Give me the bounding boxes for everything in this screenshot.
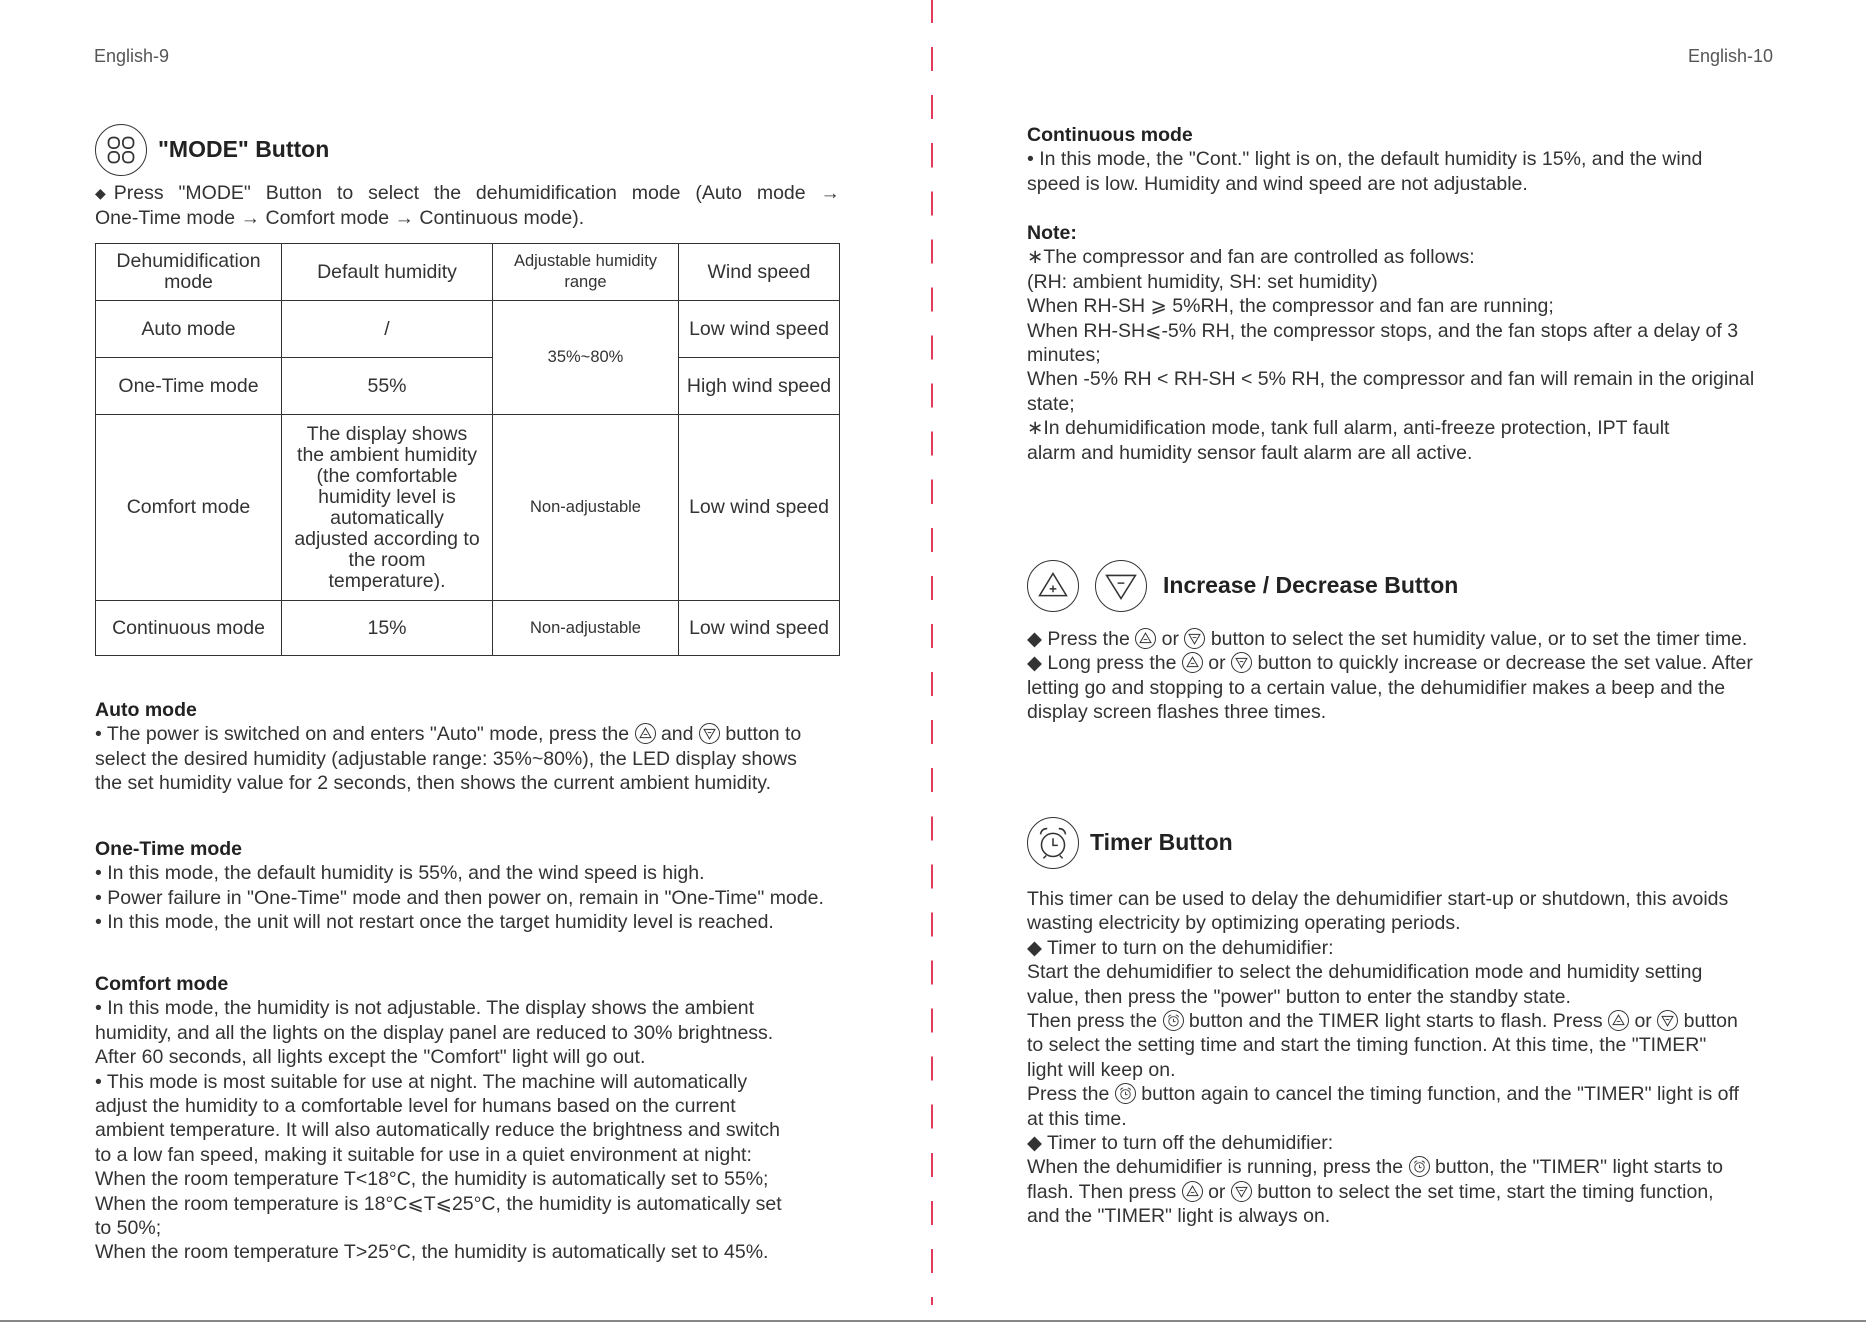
comfort-line: When the room temperature T>25°C, the humidity is automatically set to 45%.	[95, 1241, 769, 1264]
note-line: ∗In dehumidification mode, tank full alarm, anti-freeze protection, IPT fault	[1027, 417, 1670, 440]
auto-mode-line3: the set humidity value for 2 seconds, then shows the current ambient humidity.	[95, 772, 771, 795]
page-number-right: English-10	[1687, 46, 1773, 66]
table-cell-wind: Low wind speed	[679, 301, 840, 358]
onetime-line: • Power failure in "One-Time" mode and then power on, remain in "One-Time" mode.	[95, 886, 824, 909]
continuous-line: • In this mode, the "Cont." light is on, the default humidity is 15%, and the wind	[1027, 148, 1703, 171]
mode-intro-line1: Press "MODE" Button to select the dehumidification mode (Auto mode →	[113, 182, 840, 204]
comfort-line: • In this mode, the humidity is not adjustable. The display shows the ambient	[95, 997, 754, 1020]
timer-button-title: Timer Button	[1090, 829, 1233, 855]
decrease-button-icon	[1095, 560, 1147, 612]
decrease-icon	[699, 723, 720, 744]
comfort-line: When the room temperature is 18°C⩽T⩽25°C, the humidity is automatically set	[95, 1192, 782, 1215]
timer-section	[1027, 887, 1847, 1229]
auto-mode-heading: Auto mode	[95, 699, 197, 721]
timer-icon	[1163, 1010, 1184, 1031]
onetime-line: • In this mode, the unit will not restart once the target humidity level is reached.	[95, 911, 774, 934]
table-cell-wind: Low wind speed	[679, 415, 840, 601]
comfort-line: After 60 seconds, all lights except the "Comfort" light will go out.	[95, 1046, 646, 1069]
timer-l9-text-b: button again to cancel the timing function, and the "TIMER" light is off	[1141, 1083, 1739, 1106]
diamond-bullet: ◆	[95, 185, 106, 201]
note-line: state;	[1027, 392, 1075, 415]
timer-l6-text-a: Then press the	[1027, 1010, 1158, 1033]
incdec-line3: letting go and stopping to a certain value, the dehumidifier makes a beep and the	[1027, 676, 1726, 699]
timer-line-12	[1027, 1155, 1847, 1179]
timer-line: value, then press the "power" button to enter the standby state.	[1027, 985, 1571, 1008]
auto-mode-section	[95, 698, 885, 796]
timer-l12-text-a: When the dehumidifier is running, press the	[1027, 1156, 1404, 1179]
table-row	[96, 415, 840, 601]
timer-line: Start the dehumidifier to select the dehumidification mode and humidity setting	[1027, 961, 1703, 984]
timer-l13-or: or	[1208, 1180, 1226, 1203]
decrease-icon	[1231, 1181, 1252, 1202]
continuous-line: speed is low. Humidity and wind speed are not adjustable.	[1027, 172, 1528, 195]
comfort-mode-heading: Comfort mode	[95, 973, 229, 995]
left-page	[0, 0, 932, 1324]
table-cell-range: 35%~80%	[493, 301, 679, 415]
comfort-line: to a low fan speed, making it suitable for use in a quiet environment at night:	[95, 1143, 752, 1166]
timer-line: at this time.	[1027, 1107, 1127, 1130]
increase-icon	[635, 723, 656, 744]
mode-grid-icon	[95, 124, 147, 176]
incdec-line2-text-a: ◆ Long press the	[1027, 652, 1177, 675]
timer-line-9	[1027, 1082, 1847, 1106]
table-cell-mode: Continuous mode	[96, 601, 282, 656]
increase-icon	[1608, 1010, 1629, 1031]
note-line: alarm and humidity sensor fault alarm are all active.	[1027, 441, 1473, 464]
timer-l6-or: or	[1634, 1010, 1652, 1033]
onetime-mode-heading: One-Time mode	[95, 838, 243, 860]
incdec-line1-or: or	[1161, 628, 1179, 650]
comfort-line: When the room temperature T<18°C, the humidity is automatically set to 55%;	[95, 1168, 769, 1191]
right-page	[932, 0, 1866, 1324]
increase-decrease-title: Increase / Decrease Button	[1163, 572, 1459, 598]
note-line: When RH-SH⩽-5% RH, the compressor stops, and the fan stops after a delay of 3	[1027, 319, 1739, 342]
incdec-line1-text-b: button to select the set humidity value, or to set the timer time.	[1210, 628, 1748, 650]
incdec-line1	[1027, 627, 1842, 651]
timer-line: This timer can be used to delay the dehumidifier start-up or shutdown, this avoids	[1027, 888, 1729, 910]
table-cell-default: 55%	[282, 358, 493, 415]
table-row	[96, 601, 840, 656]
auto-mode-line2: select the desired humidity (adjustable range: 35%~80%), the LED display shows	[95, 747, 797, 770]
increase-button-icon	[1027, 560, 1079, 612]
page-number-left: English-9	[94, 46, 170, 66]
note-line: When -5% RH < RH-SH < 5% RH, the compressor and fan will remain in the original	[1027, 368, 1755, 391]
table-cell-default: 15%	[282, 601, 493, 656]
table-header-cell: Dehumidification mode	[96, 244, 282, 301]
table-row	[96, 358, 840, 415]
onetime-line: • In this mode, the default humidity is 55%, and the wind speed is high.	[95, 862, 705, 885]
auto-line1-text-a: • The power is switched on and enters "Auto" mode, press the	[95, 723, 630, 746]
decrease-icon	[1184, 628, 1205, 649]
alarm-clock-icon	[1027, 817, 1079, 869]
comfort-line: to 50%;	[95, 1217, 162, 1240]
table-cell-range: Non-adjustable	[493, 415, 679, 601]
table-header-row	[96, 244, 840, 301]
table-header-cell: Adjustable humidity range	[493, 244, 679, 301]
mode-table	[95, 243, 840, 656]
timer-line: to select the setting time and start the timing function. At this time, the "TIMER"	[1027, 1034, 1707, 1057]
continuous-mode-heading: Continuous mode	[1027, 124, 1193, 146]
timer-line-6	[1027, 1009, 1847, 1033]
table-cell-default: /	[282, 301, 493, 358]
timer-line-13	[1027, 1180, 1847, 1204]
timer-line: light will keep on.	[1027, 1058, 1176, 1081]
auto-mode-line1	[95, 722, 885, 746]
timer-icon	[1115, 1083, 1136, 1104]
incdec-line1-text-a: ◆ Press the	[1027, 628, 1130, 650]
increase-decrease-section	[1027, 627, 1842, 725]
onetime-mode-section	[95, 837, 895, 935]
table-header-cell: Default humidity	[282, 244, 493, 301]
table-cell-mode: One-Time mode	[96, 358, 282, 415]
incdec-line2-or: or	[1208, 652, 1226, 675]
incdec-line2-text-b: button to quickly increase or decrease the set value. After	[1257, 652, 1753, 675]
incdec-line2	[1027, 651, 1842, 675]
timer-line: wasting electricity by optimizing operating periods.	[1027, 912, 1461, 935]
increase-icon	[1135, 628, 1156, 649]
note-line: ∗The compressor and fan are controlled as follows:	[1027, 246, 1475, 269]
timer-l13-text-b: button to select the set time, start the timing function,	[1257, 1180, 1714, 1203]
note-section	[1027, 221, 1827, 465]
timer-l6-text-b: button and the TIMER light starts to flash. Press	[1188, 1010, 1603, 1033]
table-cell-range: Non-adjustable	[493, 601, 679, 656]
auto-line1-text-b: button to	[725, 723, 802, 746]
note-line: (RH: ambient humidity, SH: set humidity)	[1027, 270, 1378, 293]
table-row	[96, 301, 840, 358]
mode-button-title: "MODE" Button	[158, 136, 330, 162]
note-line: When RH-SH ⩾ 5%RH, the compressor and fan are running;	[1027, 295, 1554, 318]
mode-intro	[95, 181, 840, 231]
continuous-mode-section	[1027, 123, 1827, 196]
timer-l13-text-a: flash. Then press	[1027, 1180, 1177, 1203]
decrease-icon	[1657, 1010, 1678, 1031]
table-header-cell: Wind speed	[679, 244, 840, 301]
comfort-mode-section	[95, 972, 895, 1265]
timer-line: and the "TIMER" light is always on.	[1027, 1205, 1331, 1228]
mode-intro-line2: One-Time mode → Comfort mode → Continuous mode).	[95, 207, 585, 230]
timer-l12-text-b: button, the "TIMER" light starts to	[1434, 1156, 1724, 1179]
comfort-line: adjust the humidity to a comfortable level for humans based on the current	[95, 1095, 736, 1118]
table-cell-wind: Low wind speed	[679, 601, 840, 656]
table-cell-mode: Auto mode	[96, 301, 282, 358]
comfort-line: ambient temperature. It will also automatically reduce the brightness and switch	[95, 1119, 781, 1142]
timer-line: ◆ Timer to turn off the dehumidifier:	[1027, 1132, 1334, 1155]
incdec-line4: display screen flashes three times.	[1027, 701, 1327, 724]
comfort-line: • This mode is most suitable for use at night. The machine will automatically	[95, 1070, 748, 1093]
bottom-rule	[0, 1320, 1866, 1322]
auto-line1-and: and	[660, 723, 694, 746]
comfort-line: humidity, and all the lights on the display panel are reduced to 30% brightness.	[95, 1021, 774, 1044]
increase-icon	[1182, 652, 1203, 673]
timer-icon	[1409, 1156, 1430, 1177]
timer-l6-text-c: button	[1683, 1010, 1738, 1033]
decrease-icon	[1231, 652, 1252, 673]
table-cell-wind: High wind speed	[679, 358, 840, 415]
note-line: minutes;	[1027, 344, 1101, 367]
timer-line: ◆ Timer to turn on the dehumidifier:	[1027, 936, 1334, 959]
increase-icon	[1182, 1181, 1203, 1202]
timer-l9-text-a: Press the	[1027, 1083, 1110, 1106]
table-cell-mode: Comfort mode	[96, 415, 282, 601]
table-cell-default: The display shows the ambient humidity (the comfortable humidity level is automatically adjusted according to the room temperature).	[282, 415, 493, 601]
note-heading: Note:	[1027, 222, 1077, 244]
